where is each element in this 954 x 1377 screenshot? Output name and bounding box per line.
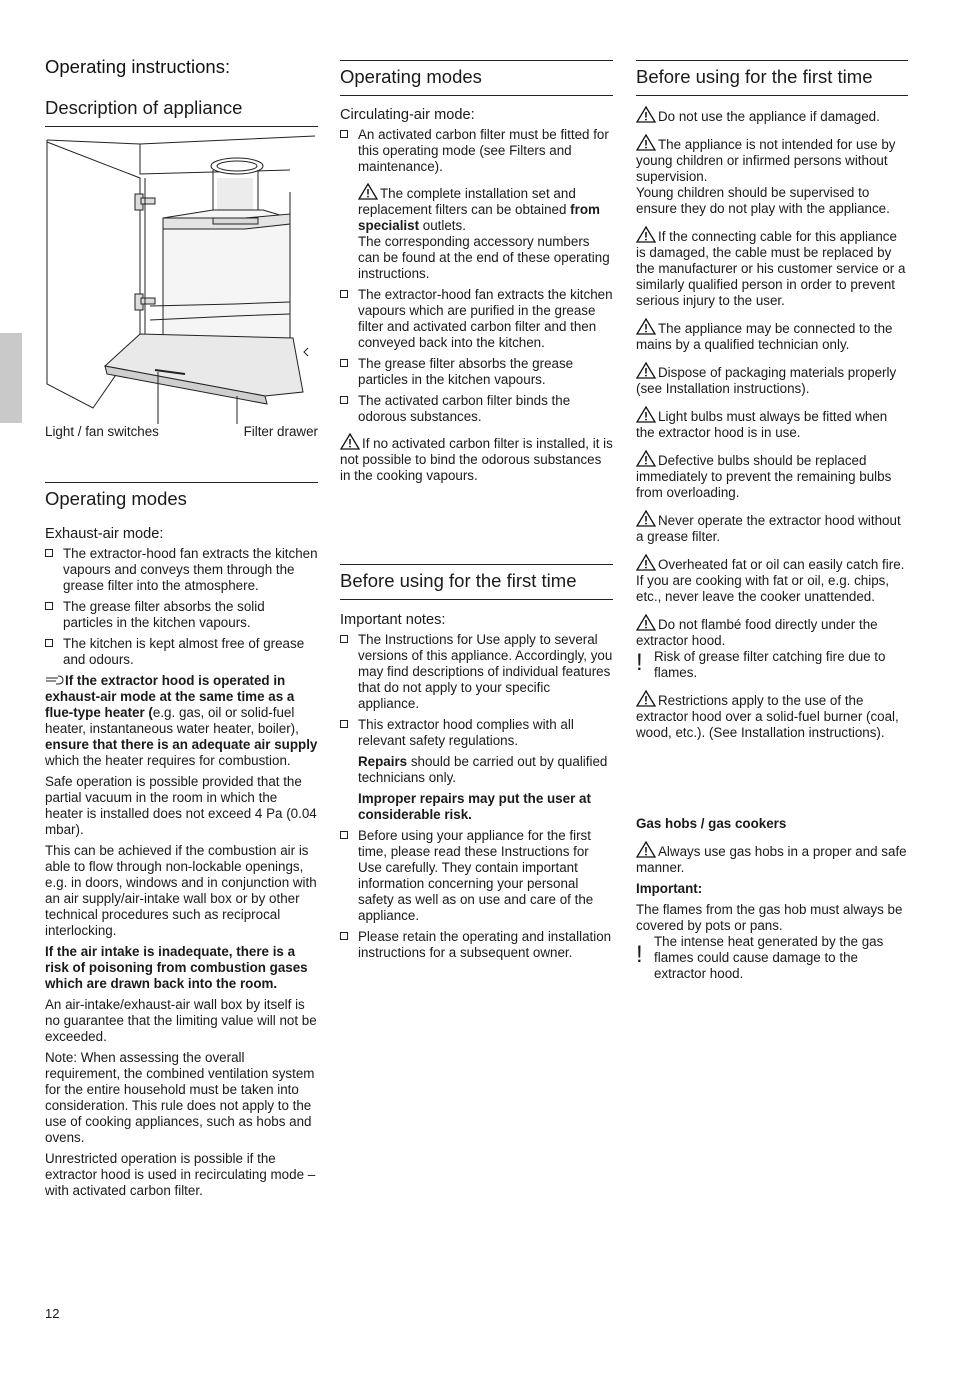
warning-triangle-icon <box>636 106 656 123</box>
safety-warnings <box>636 106 908 750</box>
warning-triangle-icon <box>636 690 656 707</box>
warning-triangle-icon <box>340 433 360 450</box>
warning-triangle-icon <box>636 510 656 527</box>
warning-triangle-icon <box>636 362 656 379</box>
paragraph-wall-box: An air-intake/exhaust-air wall box by itself is no guarantee that the limiting value will not be exceeded. <box>45 997 317 1044</box>
paragraph-safe-operation: Safe operation is possible provided that the partial vacuum in the room in which the heater is installed does not exceed 4 Pa (0.04 mbar). <box>45 774 317 837</box>
warning-triangle-icon <box>636 226 656 243</box>
warning-item: Do not flambé food directly under the extractor hood. <box>636 614 908 649</box>
section-tab-marker <box>0 333 22 423</box>
paragraph-combustion-air: This can be achieved if the combustion air is able to flow through non-lockable openings, e.g. in doors, windows and in conjunction with an air supply/air-intake wall box or by other technical procedures such as reciprocal interlocking. <box>45 843 317 938</box>
important-notes-section <box>340 611 613 961</box>
paragraph-unrestricted: Unrestricted operation is possible if the extractor hood is used in recirculating mode – with activated carbon filter. <box>45 1151 316 1198</box>
repairs-note: Repairs should be carried out by qualified technicians only. <box>358 754 608 785</box>
before-first-use-heading-3: Before using for the first time <box>636 60 908 96</box>
checkbox-bullet-icon <box>340 831 348 839</box>
warning-item: Restrictions apply to the use of the extractor hood over a solid-fuel burner (coal, wood, etc.). (See Installation instructions). <box>636 690 908 741</box>
exhaust-bullet: The kitchen is kept almost free of grease and odours. <box>45 636 318 668</box>
checkbox-bullet-icon <box>340 720 348 728</box>
gas-section <box>636 816 908 982</box>
checkbox-bullet-icon <box>340 396 348 404</box>
no-carbon-filter-warning: If no activated carbon filter is installed, it is not possible to bind the odorous substances in the cooking vapours. <box>340 433 613 484</box>
exclamation-icon: ! <box>636 941 643 968</box>
warning-triangle-icon <box>636 554 656 571</box>
warning-triangle-icon <box>636 841 656 858</box>
flames-paragraph: The flames from the gas hob must always be covered by pots or pans. <box>636 902 903 933</box>
important-bullet: Please retain the operating and installation instructions for a subsequent owner. <box>340 929 613 961</box>
warning-item: Never operate the extractor hood without a grease filter. <box>636 510 908 545</box>
page-number: 12 <box>45 1306 60 1321</box>
important-notes-heading: Important notes: <box>340 612 446 628</box>
before-first-use-heading-2: Before using for the first time <box>340 564 613 600</box>
checkbox-bullet-icon <box>45 639 53 647</box>
flue-heater-note: If the extractor hood is operated in exhaust-air mode at the same time as a flue-type heater (e.g. gas, oil or solid-fuel heater, instantaneous water heater, boiler), ensure that there is an adequate air supply which the heater requires for combustion. <box>45 673 318 768</box>
installation-set-warning: The complete installation set and replacement filters can be obtained from specialist outlets. The corresponding accessory numbers can be found at the end of these operating instructions. <box>340 183 613 282</box>
exclamation-icon: ! <box>636 649 643 676</box>
circulating-section <box>340 106 613 484</box>
figure-label-left: Light / fan switches <box>45 424 159 439</box>
intense-heat-note: ! The intense heat generated by the gas flames could cause damage to the extractor hood. <box>636 934 884 981</box>
circulating-bullet: The grease filter absorbs the grease particles in the kitchen vapours. <box>340 356 613 388</box>
important-bullet: The Instructions for Use apply to several versions of this appliance. Accordingly, you may find descriptions of individual features that do not apply to your specific appliance. <box>340 632 613 712</box>
circulating-heading: Circulating-air mode: <box>340 107 475 123</box>
warning-triangle-icon <box>636 318 656 335</box>
flambe-risk-note: ! Risk of grease filter catching fire due to flames. <box>636 649 886 680</box>
important-label: Important: <box>636 881 703 896</box>
warning-item: Always use gas hobs in a proper and safe manner. <box>636 841 908 876</box>
gas-hobs-heading: Gas hobs / gas cookers <box>636 816 787 831</box>
appliance-illustration <box>45 134 318 424</box>
exhaust-section <box>45 525 318 1199</box>
warning-item: Do not use the appliance if damaged. <box>636 106 908 125</box>
checkbox-bullet-icon <box>340 635 348 643</box>
checkbox-bullet-icon <box>45 602 53 610</box>
warning-triangle-icon <box>358 183 378 200</box>
operating-modes-heading-2: Operating modes <box>340 60 613 96</box>
checkbox-bullet-icon <box>340 359 348 367</box>
warning-triangle-icon <box>636 134 656 151</box>
figure-label-right: Filter drawer <box>243 424 318 439</box>
description-heading: Description of appliance <box>45 97 318 127</box>
warning-item: Light bulbs must always be fitted when the extractor hood is in use. <box>636 406 908 441</box>
exhaust-heading: Exhaust-air mode: <box>45 526 164 542</box>
checkbox-bullet-icon <box>45 549 53 557</box>
checkbox-bullet-icon <box>340 932 348 940</box>
circulating-bullet: An activated carbon filter must be fitted for this operating mode (see Filters and maintenance). <box>340 127 613 175</box>
paragraph-note: Note: When assessing the overall requirement, the combined ventilation system for the entire household must be taken into consideration. This rule does not apply to the use of cooking appliances, such as hobs and ovens. <box>45 1050 315 1145</box>
warning-item: Dispose of packaging materials properly (see Installation instructions). <box>636 362 908 397</box>
warning-item: Defective bulbs should be replaced immediately to prevent the remaining bulbs from overloading. <box>636 450 908 501</box>
warning-continuation: Young children should be supervised to ensure they do not play with the appliance. <box>636 185 890 216</box>
page-title: Operating instructions: <box>45 56 231 77</box>
warning-item: If the connecting cable for this appliance is damaged, the cable must be replaced by the manufacturer or his customer service or a similarly qualified person in order to prevent serious injury to the user. <box>636 226 908 309</box>
circulating-bullet: The activated carbon filter binds the odorous substances. <box>340 393 613 425</box>
paragraph-poisoning-warning: If the air intake is inadequate, there is a risk of poisoning from combustion gases which are drawn back into the room. <box>45 944 308 991</box>
exhaust-bullet: The grease filter absorbs the solid particles in the kitchen vapours. <box>45 599 318 631</box>
important-bullet: Before using your appliance for the first time, please read these Instructions for Use carefully. They contain important information concerning your personal safety as well as on use and care of the appliance. <box>340 828 613 924</box>
warning-triangle-icon <box>636 450 656 467</box>
warning-continuation: If you are cooking with fat or oil, e.g. chips, etc., never leave the cooker unattended. <box>636 573 890 604</box>
important-bullet: This extractor hood complies with all relevant safety regulations. <box>340 717 613 749</box>
pointing-hand-icon <box>45 673 65 689</box>
warning-item: The appliance may be connected to the mains by a qualified technician only. <box>636 318 908 353</box>
checkbox-bullet-icon <box>340 130 348 138</box>
warning-item: Overheated fat or oil can easily catch fire. <box>636 554 908 573</box>
warning-item: The appliance is not intended for use by young children or infirmed persons without supervision. <box>636 134 908 185</box>
warning-triangle-icon <box>636 406 656 423</box>
exhaust-bullet: The extractor-hood fan extracts the kitchen vapours and conveys them through the grease filter into the atmosphere. <box>45 546 318 594</box>
operating-modes-heading-1: Operating modes <box>45 482 318 517</box>
checkbox-bullet-icon <box>340 290 348 298</box>
warning-triangle-icon <box>636 614 656 631</box>
extractor-hood-drawing <box>45 134 318 424</box>
circulating-bullet: The extractor-hood fan extracts the kitchen vapours which are purified in the grease filter and activated carbon filter and then conveyed back into the kitchen. <box>340 287 613 351</box>
improper-repairs-note: Improper repairs may put the user at considerable risk. <box>358 791 591 822</box>
